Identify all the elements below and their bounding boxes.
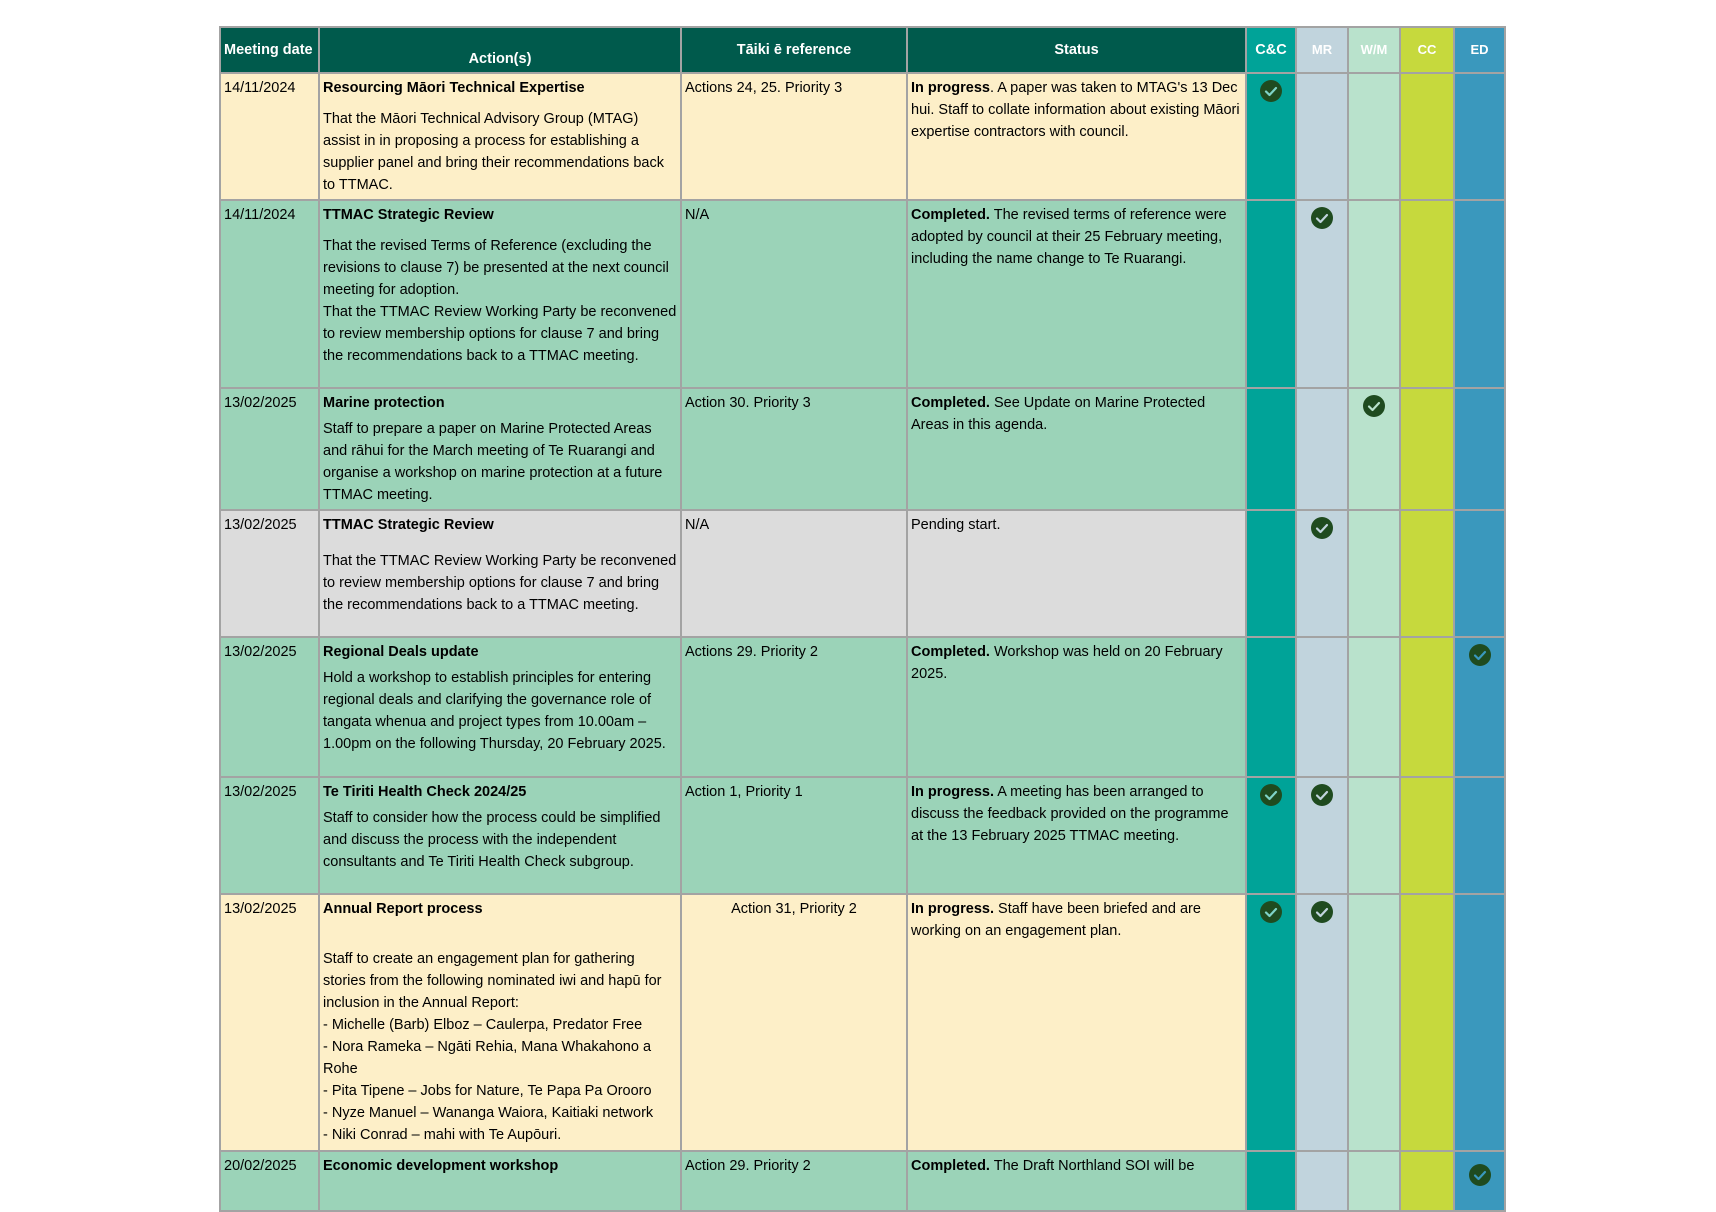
flag-mr-cell <box>1296 388 1348 510</box>
flag-cc-cell <box>1246 388 1296 510</box>
flag-wm-cell <box>1348 388 1400 510</box>
flag-wm-cell <box>1348 894 1400 1151</box>
action-line: - Michelle (Barb) Elboz – Caulerpa, Predator Free <box>323 1017 643 1033</box>
action-cell <box>319 388 681 510</box>
action-cell <box>319 894 681 1151</box>
action-line: That the TTMAC Review Working Party be reconvened to review membership options for clause 7 and bring the recommendations back to a TTMAC meeting. <box>323 304 677 364</box>
flag-cc2-cell <box>1400 388 1454 510</box>
table-row <box>220 637 1505 777</box>
header-ed: ED <box>1454 27 1505 73</box>
flag-cc2-cell <box>1400 894 1454 1151</box>
flag-mr-cell <box>1296 1151 1348 1211</box>
meeting-date-cell: 13/02/2025 <box>220 510 319 637</box>
check-circle-icon <box>1469 1164 1491 1186</box>
flag-mr-cell <box>1296 777 1348 894</box>
action-line: Staff to consider how the process could be simplified and discuss the process with the independent consultants and Te Tiriti Health Check subgroup. <box>323 810 661 870</box>
action-line: That the revised Terms of Reference (excluding the revisions to clause 7) be presented at the next council meeting for adoption. <box>323 238 669 298</box>
meeting-date-cell: 20/02/2025 <box>220 1151 319 1211</box>
check-circle-icon <box>1311 517 1333 539</box>
flag-wm-cell <box>1348 1151 1400 1211</box>
check-circle-icon <box>1260 901 1282 923</box>
meeting-date-cell: 13/02/2025 <box>220 777 319 894</box>
header-cc: C&C <box>1246 27 1296 73</box>
check-circle-icon <box>1311 901 1333 923</box>
action-line: - Pita Tipene – Jobs for Nature, Te Papa Pa Orooro <box>323 1083 652 1099</box>
meeting-date-cell: 13/02/2025 <box>220 388 319 510</box>
action-line: That the Māori Technical Advisory Group (MTAG) assist in in proposing a process for establishing a supplier panel and bring their recommendations back to TTMAC. <box>323 111 664 193</box>
action-line: Staff to create an engagement plan for gathering stories from the following nominated iwi and hapū for inclusion in the Annual Report: <box>323 951 662 1011</box>
status-cell <box>907 777 1246 894</box>
action-line: - Niki Conrad – mahi with Te Aupōuri. <box>323 1127 562 1143</box>
meeting-date-cell: 14/11/2024 <box>220 73 319 200</box>
flag-ed-cell <box>1454 1151 1505 1211</box>
action-title: Marine protection <box>323 395 445 411</box>
action-line: - Nora Rameka – Ngāti Rehia, Mana Whakahono a Rohe <box>323 1039 652 1077</box>
header-reference: Tāiki ē reference <box>681 27 907 73</box>
flag-mr-cell <box>1296 200 1348 388</box>
table-row <box>220 1151 1505 1211</box>
action-cell <box>319 637 681 777</box>
check-circle-icon <box>1260 784 1282 806</box>
reference-cell: Action 1, Priority 1 <box>681 777 907 894</box>
status-label: In progress. <box>911 784 994 800</box>
status-cell <box>907 388 1246 510</box>
flag-ed-cell <box>1454 200 1505 388</box>
flag-ed-cell <box>1454 777 1505 894</box>
status-text: See Update on Marine Protected Areas in this agenda. <box>911 395 1206 433</box>
status-cell <box>907 73 1246 200</box>
table-row <box>220 200 1505 388</box>
status-text: . A paper was taken to MTAG's 13 Dec hui. Staff to collate information about existing Māori expertise contractors with council. <box>911 80 1240 140</box>
status-text: Pending start. <box>911 517 1001 533</box>
action-title: TTMAC Strategic Review <box>323 517 494 533</box>
reference-cell: Action 30. Priority 3 <box>681 388 907 510</box>
status-text: The revised terms of reference were adopted by council at their 25 February meeting, including the name change to Te Ruarangi. <box>911 207 1227 267</box>
status-label: Completed. <box>911 644 990 660</box>
table-row <box>220 73 1505 200</box>
flag-wm-cell <box>1348 510 1400 637</box>
check-circle-icon <box>1311 207 1333 229</box>
flag-mr-cell <box>1296 510 1348 637</box>
header-cc2: CC <box>1400 27 1454 73</box>
flag-cc2-cell <box>1400 637 1454 777</box>
status-text: Workshop was held on 20 February 2025. <box>911 644 1223 682</box>
flag-ed-cell <box>1454 510 1505 637</box>
table-row <box>220 388 1505 510</box>
status-text: Staff have been briefed and are working on an engagement plan. <box>911 901 1201 939</box>
action-title: Te Tiriti Health Check 2024/25 <box>323 784 527 800</box>
flag-mr-cell <box>1296 637 1348 777</box>
header-wm: W/M <box>1348 27 1400 73</box>
status-label: In progress. <box>911 901 994 917</box>
table-row <box>220 510 1505 637</box>
flag-wm-cell <box>1348 73 1400 200</box>
meeting-date-cell: 13/02/2025 <box>220 637 319 777</box>
status-label: Completed. <box>911 1158 990 1174</box>
header-actions: Action(s) <box>319 27 681 73</box>
flag-cc2-cell <box>1400 73 1454 200</box>
check-circle-icon <box>1363 395 1385 417</box>
flag-cc-cell <box>1246 637 1296 777</box>
flag-cc2-cell <box>1400 777 1454 894</box>
flag-cc-cell <box>1246 200 1296 388</box>
flag-cc-cell <box>1246 1151 1296 1211</box>
action-line: Staff to prepare a paper on Marine Protected Areas and rāhui for the March meeting of Te Ruarangi and organise a workshop on marine protection at a future TTMAC meeting. <box>323 421 663 503</box>
reference-cell: Action 29. Priority 2 <box>681 1151 907 1211</box>
flag-mr-cell <box>1296 73 1348 200</box>
flag-ed-cell <box>1454 388 1505 510</box>
status-text: The Draft Northland SOI will be <box>989 1158 1195 1174</box>
header-status: Status <box>907 27 1246 73</box>
status-text: A meeting has been arranged to discuss the feedback provided on the programme at the 13 February 2025 TTMAC meeting. <box>911 784 1229 844</box>
reference-cell: N/A <box>681 200 907 388</box>
reference-cell: Actions 29. Priority 2 <box>681 637 907 777</box>
status-cell <box>907 200 1246 388</box>
check-circle-icon <box>1469 644 1491 666</box>
table-row <box>220 777 1505 894</box>
status-label: In progress <box>911 80 990 96</box>
actions-table-container <box>219 26 1504 1174</box>
action-title: Regional Deals update <box>323 644 479 660</box>
action-cell <box>319 1151 681 1211</box>
reference-cell: Action 31, Priority 2 <box>681 894 907 1151</box>
action-title: Resourcing Māori Technical Expertise <box>323 80 585 96</box>
status-label: Completed. <box>911 207 990 223</box>
action-line: Hold a workshop to establish principles for entering regional deals and clarifying the governance role of tangata whenua and project types from 10.00am – 1.00pm on the following Thursday, 20 February 2025. <box>323 670 666 752</box>
header-mr: MR <box>1296 27 1348 73</box>
header-row <box>220 27 1505 73</box>
status-cell <box>907 894 1246 1151</box>
flag-cc-cell <box>1246 510 1296 637</box>
flag-wm-cell <box>1348 777 1400 894</box>
status-cell <box>907 1151 1246 1211</box>
action-cell <box>319 200 681 388</box>
flag-cc2-cell <box>1400 510 1454 637</box>
meeting-date-cell: 14/11/2024 <box>220 200 319 388</box>
status-cell <box>907 510 1246 637</box>
meeting-date-cell: 13/02/2025 <box>220 894 319 1151</box>
action-title: TTMAC Strategic Review <box>323 207 494 223</box>
table-row <box>220 894 1505 1151</box>
flag-mr-cell <box>1296 894 1348 1151</box>
check-circle-icon <box>1311 784 1333 806</box>
flag-cc-cell <box>1246 73 1296 200</box>
action-cell <box>319 777 681 894</box>
action-line: - Nyze Manuel – Wananga Waiora, Kaitiaki network <box>323 1105 654 1121</box>
flag-wm-cell <box>1348 637 1400 777</box>
actions-table <box>219 26 1506 1212</box>
check-circle-icon <box>1260 80 1282 102</box>
action-line: That the TTMAC Review Working Party be reconvened to review membership options for clause 7 and bring the recommendations back to a TTMAC meeting. <box>323 553 677 613</box>
flag-wm-cell <box>1348 200 1400 388</box>
flag-cc-cell <box>1246 777 1296 894</box>
action-cell <box>319 510 681 637</box>
flag-ed-cell <box>1454 637 1505 777</box>
flag-ed-cell <box>1454 894 1505 1151</box>
flag-cc2-cell <box>1400 1151 1454 1211</box>
action-cell <box>319 73 681 200</box>
status-label: Completed. <box>911 395 990 411</box>
action-title: Annual Report process <box>323 901 483 917</box>
header-meeting-date: Meeting date <box>220 27 319 73</box>
status-cell <box>907 637 1246 777</box>
reference-cell: Actions 24, 25. Priority 3 <box>681 73 907 200</box>
flag-cc-cell <box>1246 894 1296 1151</box>
reference-cell: N/A <box>681 510 907 637</box>
flag-ed-cell <box>1454 73 1505 200</box>
flag-cc2-cell <box>1400 200 1454 388</box>
action-title: Economic development workshop <box>323 1158 559 1174</box>
